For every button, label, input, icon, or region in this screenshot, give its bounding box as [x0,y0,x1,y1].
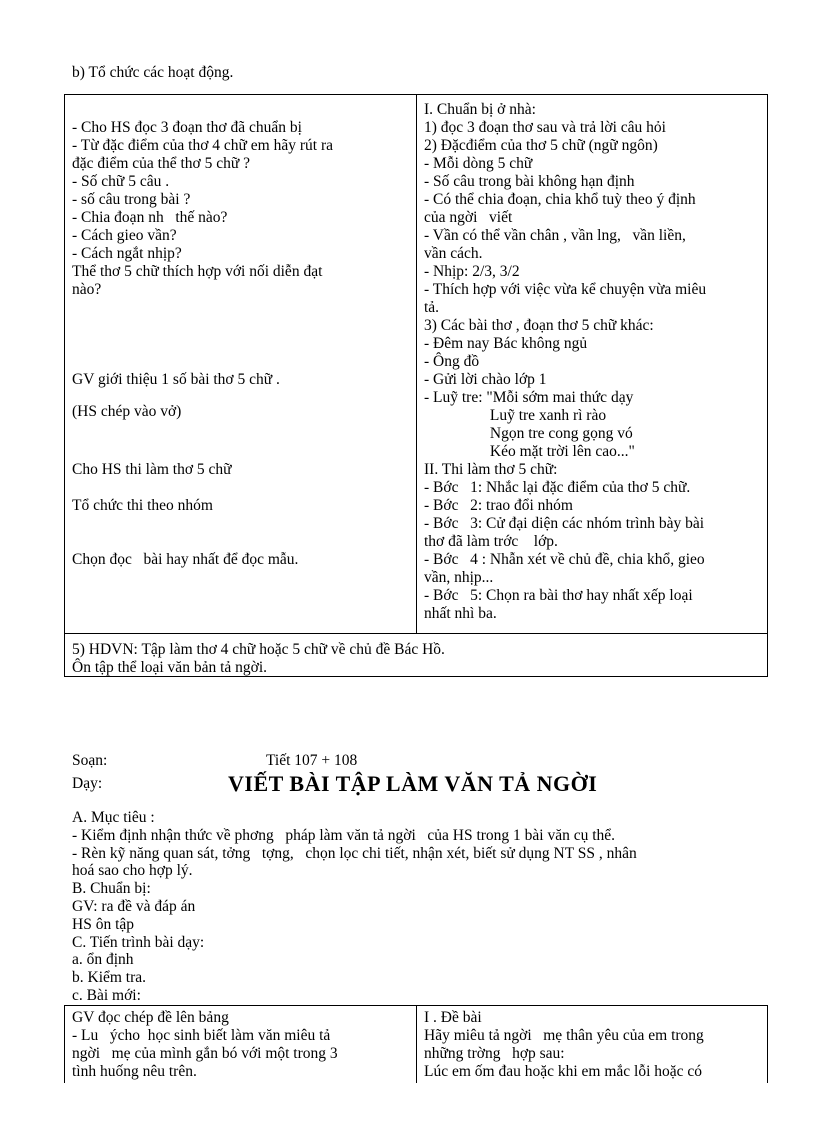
teacher-activity-line: - Từ đặc điểm của thơ 4 chữ em hãy rút ra [72,137,333,154]
exam-teacher-line: GV đọc chép đề lên bảng [72,1009,229,1026]
content-line: - Gửi lời chào lớp 1 [424,371,547,388]
content-line: - Đêm nay Bác không ngủ [424,335,588,352]
homework-line: Ôn tập thể loại văn bản tả ngời. [72,659,268,676]
content-line: - Số câu trong bài không hạn định [424,173,635,190]
teacher-activity-line: Thể thơ 5 chữ thích hợp với nối diễn đạt [72,263,323,280]
soan-label: Soạn: [72,752,108,769]
exam-teacher-line: - Lu ýcho học sinh biết làm văn miêu tả [72,1027,331,1044]
content-line: - Bớc 3: Cử đại diện các nhóm trình bày bài [424,515,705,532]
lesson-body-line: A. Mục tiêu : [72,809,155,826]
exam-content-line: Hãy miêu tả ngời mẹ thân yêu của em trong [424,1027,704,1044]
content-line: vần, nhịp... [424,569,494,586]
exam-teacher-line: tình huống nêu trên. [72,1063,197,1080]
lesson-body-line: - Rèn kỹ năng quan sát, tởng tợng, chọn lọc chi tiết, nhận xét, biết sử dụng NT SS , nhân [72,844,637,862]
exam-content-line: Lúc em ốm đau hoặc khi em mắc lỗi hoặc có [424,1063,703,1080]
day-label: Dạy: [72,775,103,792]
teacher-activity-line: - Cách ngắt nhịp? [72,245,182,262]
teacher-activity-line: (HS chép vào vở) [72,403,182,421]
lesson-body-line: - Kiểm định nhận thức về phơng pháp làm văn tả ngời của HS trong 1 bài văn cụ thể. [72,826,616,844]
period-label: Tiết 107 + 108 [266,752,358,769]
content-line: vần cách. [424,245,483,262]
content-line: - Bớc 5: Chọn ra bài thơ hay nhất xếp loại [424,587,693,604]
content-line: - Bớc 1: Nhắc lại đặc điểm của thơ 5 chữ. [424,479,691,496]
content-line: nhất nhì ba. [424,605,497,622]
teacher-activity-line: đặc điểm của thể thơ 5 chữ ? [72,155,250,172]
teacher-activity-line: Chọn đọc bài hay nhất để đọc mẫu. [72,551,299,568]
content-line: - Bớc 4 : Nhẫn xét về chủ đề, chia khổ, gieo [424,551,705,568]
lesson-body-line: c. Bài mới: [72,987,141,1004]
content-line: 1) đọc 3 đoạn thơ sau và trả lời câu hỏi [424,119,666,136]
homework-line: 5) HDVN: Tập làm thơ 4 chữ hoặc 5 chữ về chủ đề Bác Hồ. [72,641,445,658]
exam-content-line: I . Đề bài [424,1009,482,1026]
content-line: tả. [424,299,440,316]
activities-table-divider [416,94,417,634]
content-line: - Thích hợp với việc vừa kể chuyện vừa miêu [424,281,707,298]
teacher-activity-line: - Cho HS đọc 3 đoạn thơ đã chuẩn bị [72,119,302,136]
lesson-body-line: GV: ra đề và đáp án [72,898,196,915]
content-line: 3) Các bài thơ , đoạn thơ 5 chữ khác: [424,317,654,334]
lesson-title: VIẾT BÀI TẬP LÀM VĂN TẢ NGỜI [228,771,598,796]
lesson-body-line: C. Tiến trình bài dạy: [72,933,205,951]
content-line: thơ đã làm trớc lớp. [424,533,558,550]
teacher-activity-line: nào? [72,281,102,298]
content-line: - Ông đồ [424,353,480,370]
lesson-body-line: b. Kiểm tra. [72,969,147,987]
content-line: - Nhịp: 2/3, 3/2 [424,263,520,280]
exam-teacher-line: ngời mẹ của mình gắn bó với một trong 3 [72,1045,338,1062]
exam-table-divider [416,1005,417,1083]
teacher-activity-line: GV giới thiệu 1 số bài thơ 5 chữ . [72,371,280,388]
content-line: - Bớc 2: trao đổi nhóm [424,497,573,514]
teacher-activity-line: - số câu trong bài ? [72,191,191,208]
content-line: I. Chuẩn bị ở nhà: [424,101,536,118]
content-line: - Mỗi dòng 5 chữ [424,155,533,172]
teacher-activity-line: - Chia đoạn nh thế nào? [72,209,228,226]
lesson-body-line: HS ôn tập [72,915,134,933]
content-line: của ngời viết [424,209,513,226]
content-line: - Có thể chia đoạn, chia khổ tuỳ theo ý định [424,191,696,208]
content-line: 2) Đặcđiểm của thơ 5 chữ (ngữ ngôn) [424,137,658,154]
teacher-activity-line: Cho HS thi làm thơ 5 chữ [72,461,232,478]
teacher-activity-line: - Cách gieo vần? [72,227,177,244]
content-line: Kéo mặt trời lên cao..." [424,443,635,460]
content-line: II. Thi làm thơ 5 chữ: [424,461,558,478]
activities-table-footer-rule [64,633,768,634]
section-heading: b) Tổ chức các hoạt động. [72,64,234,81]
content-line: Luỹ tre xanh rì rào [424,407,607,424]
teacher-activity-line: - Số chữ 5 câu . [72,173,170,190]
lesson-body-line: B. Chuẩn bị: [72,880,151,898]
lesson-body-line: hoá sao cho hợp lý. [72,862,193,880]
lesson-body-line: a. ổn định [72,951,134,969]
teacher-activity-line: Tổ chức thi theo nhóm [72,497,213,514]
exam-content-line: những trờng hợp sau: [424,1045,565,1062]
content-line: Ngọn tre cong gọng vó [424,425,633,442]
content-line: - Luỹ tre: "Mỗi sớm mai thức dạy [424,389,634,406]
content-line: - Vần có thể vần chân , vần lng, vần liền, [424,227,686,244]
